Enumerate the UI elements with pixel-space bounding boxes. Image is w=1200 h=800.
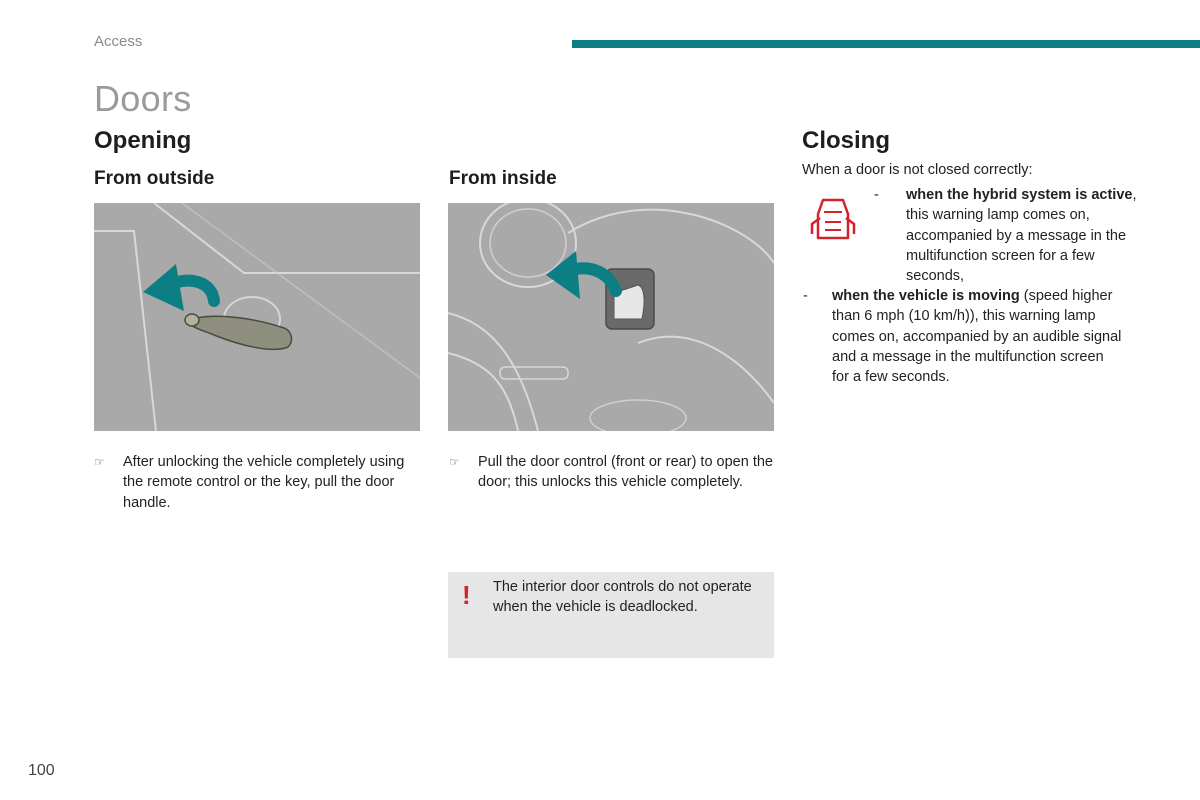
closing-item-1-text: , this warning lamp comes on, accompanied by a message in the multifunction screen for a few seconds, [906, 187, 1137, 285]
deadlock-note-box [448, 572, 774, 658]
header-accent-bar [572, 40, 1200, 48]
deadlock-note-text: The interior door controls do not operate when the vehicle is deadlocked. [493, 579, 752, 616]
closing-item-1-dash: - [874, 187, 879, 203]
from-outside-instruction: After unlocking the vehicle completely using the remote control or the key, pull the door handle. [123, 454, 405, 511]
interior-door-control-illustration [448, 203, 774, 431]
from-inside-instruction: Pull the door control (front or rear) to open the door; this unlocks this vehicle completely. [478, 454, 773, 491]
section-label: Access [94, 33, 143, 50]
page-title: Doors [94, 78, 192, 119]
interior-control-drawing [448, 203, 774, 431]
from-outside-heading: From outside [94, 168, 215, 189]
closing-item-2-dash: - [803, 288, 808, 304]
exterior-handle-drawing [94, 203, 420, 431]
exterior-door-handle-illustration [94, 203, 420, 431]
exclamation-icon: ! [462, 580, 471, 610]
closing-item-2-text: (speed higher than 6 mph (10 km/h)), this warning lamp comes on, accompanied by an audible signal and a message in the multifunction screen for a few seconds. [832, 288, 1122, 386]
closing-item-1 [906, 185, 1138, 286]
pointing-hand-icon: ☞ [94, 455, 105, 469]
page-number: 100 [28, 762, 55, 779]
closing-heading: Closing [802, 127, 890, 154]
door-open-warning-drawing [810, 194, 856, 244]
from-inside-heading: From inside [449, 168, 557, 189]
closing-item-2-bold: when the vehicle is moving [832, 288, 1020, 304]
closing-item-1-bold: when the hybrid system is active [906, 187, 1133, 203]
closing-intro: When a door is not closed correctly: [802, 162, 1033, 178]
closing-item-2 [832, 286, 1124, 387]
from-inside-step [449, 452, 779, 516]
door-open-warning-icon [810, 194, 856, 244]
opening-heading: Opening [94, 127, 192, 154]
from-outside-step [94, 452, 424, 516]
pointing-hand-icon: ☞ [449, 455, 460, 469]
